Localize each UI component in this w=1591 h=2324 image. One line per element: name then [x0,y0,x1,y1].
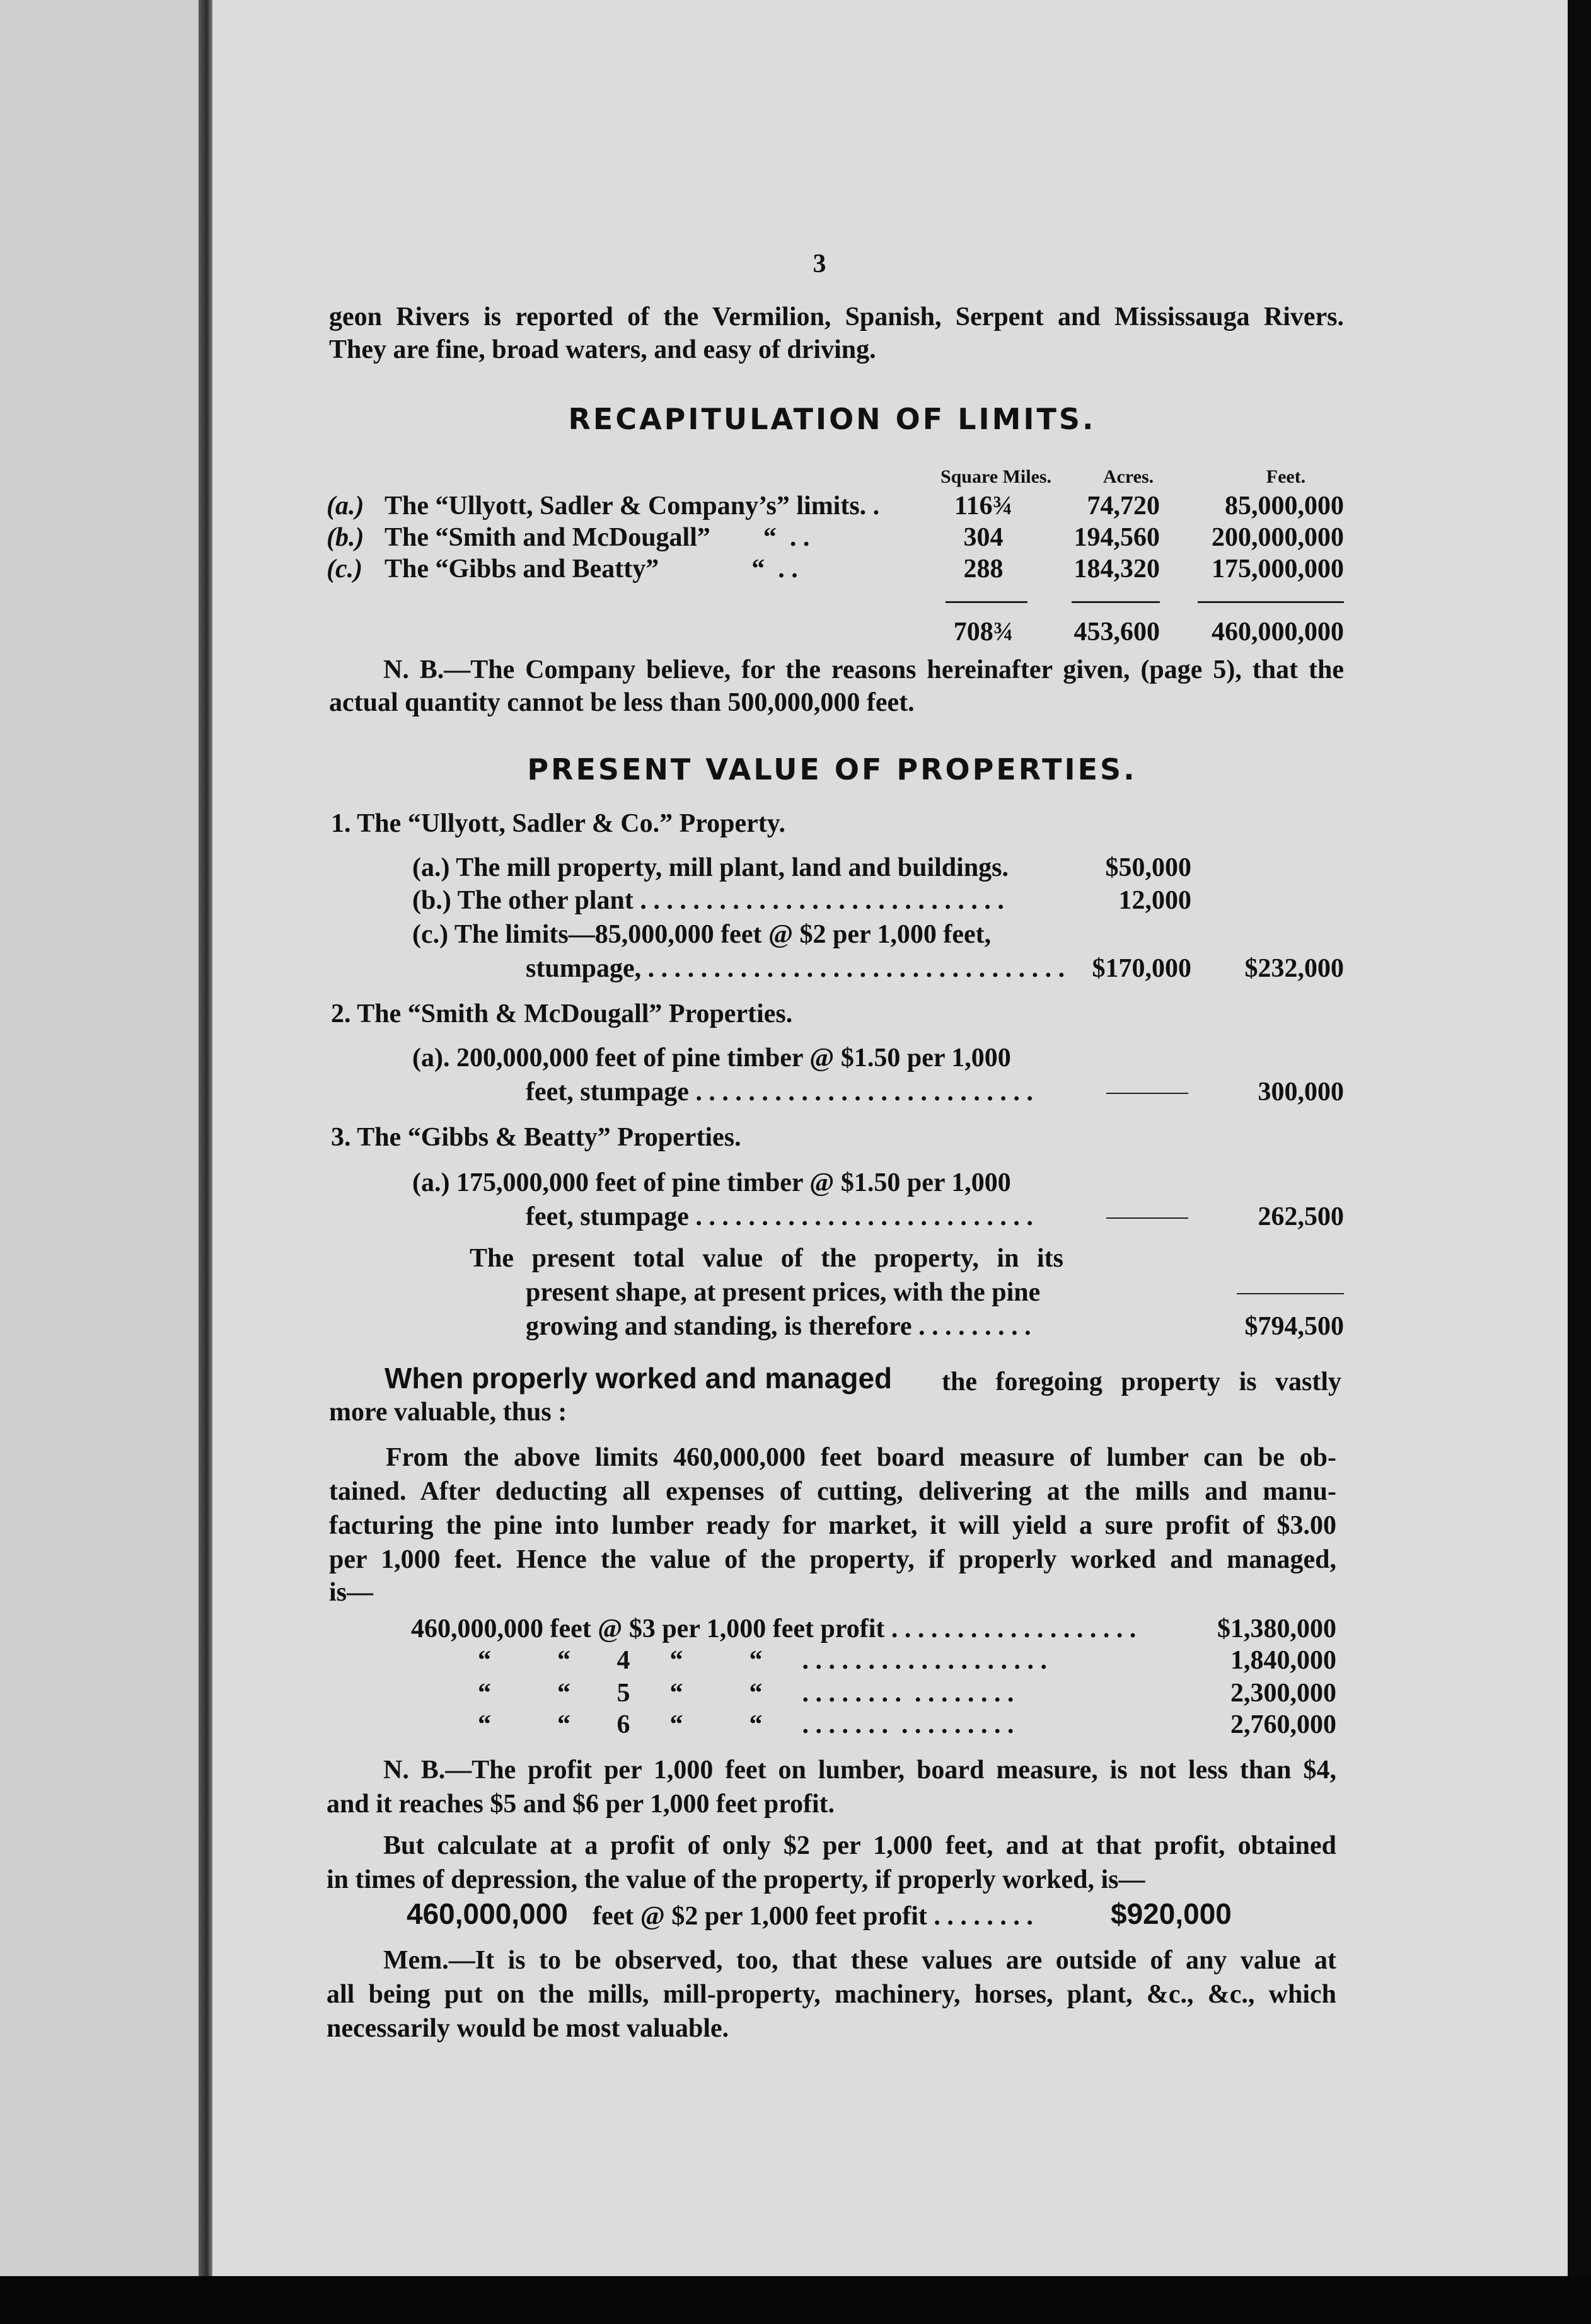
recap-row-sq: 288 [963,555,1004,584]
present-section-3-title: 3. The “Gibbs & Beatty” Properties. [331,1123,741,1152]
right-edge [1568,0,1591,2324]
recap-row-sq: 304 [963,523,1004,552]
profit-row-label: 460,000,000 feet @ $3 per 1,000 feet profit . . . . . . . . . . . . . . . . . . . [411,1614,1137,1643]
recap-nb-line-1: N. B.—The Company believe, for the reasons hereinafter given, (page 5), that the [383,655,1344,684]
worked-para-line-2: tained. After deducting all expenses of cutting, delivering at the mills and manu- [329,1477,1336,1506]
present-title: PRESENT VALUE OF PROPERTIES. [527,752,1137,786]
recap-total-rule-sq [946,601,1027,603]
worked-para-line-4: per 1,000 feet. Hence the value of the property, if properly worked and managed, [329,1545,1336,1574]
recap-header-feet: Feet. [1266,466,1306,487]
recap-row-name: The “Gibbs and Beatty” “ . . [385,555,798,584]
nb2-line-1: N. B.—The profit per 1,000 feet on lumber, board measure, is not less than $4, [383,1756,1336,1785]
bottom-edge [0,2276,1591,2324]
final-mid: feet @ $2 per 1,000 feet profit . . . . . . . . [593,1902,1033,1931]
present-s2-a-line-1: (a). 200,000,000 feet of pine timber @ $1.50 per 1,000 [412,1044,1011,1073]
present-s1-c-line-1: (c.) The limits—85,000,000 feet @ $2 per 1,000 feet, [412,920,992,949]
recap-row-acres: 74,720 [1087,492,1160,521]
recap-row-mark: (c.) [327,555,363,584]
left-page-margin [0,0,199,2276]
present-section-1-title: 1. The “Ullyott, Sadler & Co.” Property. [331,809,785,838]
present-s1-b-value: 12,000 [1118,886,1191,915]
present-summary-total: $794,500 [1244,1312,1344,1341]
profit-row-label: “ “ 6 “ “ . . . . . . . . . . . . . . . . [478,1710,1014,1739]
calc-line-1: But calculate at a profit of only $2 per 1,000 feet, and at that profit, obtained [383,1831,1336,1860]
worked-lead-line-2: more valuable, thus : [329,1398,567,1427]
recap-row-feet: 175,000,000 [1212,555,1344,584]
worked-para-line-1: From the above limits 460,000,000 feet board measure of lumber can be ob- [386,1443,1336,1472]
mem-line-3: necessarily would be most valuable. [327,2014,729,2043]
recap-row-sq: 116¾ [954,492,1013,521]
calc-line-2: in times of depression, the value of the property, if properly worked, is— [327,1865,1145,1894]
mem-line-1: Mem.—It is to be observed, too, that these values are outside of any value at [383,1946,1336,1975]
profit-row-value: $1,380,000 [1217,1614,1336,1643]
recap-nb-line-2: actual quantity cannot be less than 500,000,000 feet. [329,688,915,717]
worked-lead-rest: the foregoing property is vastly [942,1367,1341,1396]
recap-total-rule-acres [1072,601,1160,603]
recap-row-acres: 184,320 [1073,555,1160,584]
present-s1-a-value: $50,000 [1105,853,1191,882]
present-summary-line-1: The present total value of the property, in its [470,1244,1063,1273]
profit-row-label: “ “ 4 “ “ . . . . . . . . . . . . . . . . . . . [478,1646,1047,1675]
present-summary-line-3: growing and standing, is therefore . . . . . . . . . [526,1312,1031,1341]
profit-row-value: 1,840,000 [1230,1646,1336,1675]
present-s2-total: 300,000 [1258,1078,1344,1107]
recap-total-rule-feet [1198,601,1344,603]
recap-row-name: The “Ullyott, Sadler & Company’s” limits. . [385,492,880,521]
nb2-line-2: and it reaches $5 and $6 per 1,000 feet profit. [327,1790,835,1819]
page-number: 3 [813,250,826,279]
present-summary-dash [1237,1293,1344,1294]
recap-header-acres: Acres. [1102,466,1154,487]
worked-para-line-3: facturing the pine into lumber ready for market, it will yield a sure profit of $3.00 [329,1511,1336,1540]
present-s1-b: (b.) The other plant . . . . . . . . . . . . . . . . . . . . . . . . . . . . [412,886,1004,915]
present-s2-a-line-2: feet, stumpage . . . . . . . . . . . . . . . . . . . . . . . . . . [526,1078,1033,1107]
present-summary-line-2: present shape, at present prices, with the pine [526,1278,1041,1307]
intro-line-2: They are fine, broad waters, and easy of driving. [329,335,876,364]
profit-row-label: “ “ 5 “ “ . . . . . . . . . . . . . . . . [478,1679,1014,1708]
profit-row-value: 2,300,000 [1230,1679,1336,1708]
recap-total-sq: 708¾ [953,618,1014,647]
recap-row-mark: (b.) [327,523,364,552]
final-value: $920,000 [1111,1897,1232,1930]
intro-line-1: geon Rivers is reported of the Vermilion, Spanish, Serpent and Mississauga Rivers. [329,302,1344,331]
book-gutter [199,0,212,2276]
recap-row-feet: 200,000,000 [1212,523,1344,552]
recap-row-name: The “Smith and McDougall” “ . . [385,523,810,552]
present-s1-c-line-2: stumpage, . . . . . . . . . . . . . . . . . . . . . . . . . . . . . . . . [526,954,1065,983]
recap-header-square-miles: Square Miles. [940,466,1052,487]
recap-row-feet: 85,000,000 [1225,492,1344,521]
mem-line-2: all being put on the mills, mill-property, machinery, horses, plant, &c., &c., which [327,1980,1336,2009]
recap-title: RECAPITULATION OF LIMITS. [568,402,1096,436]
recap-row-acres: 194,560 [1073,523,1160,552]
present-section-2-title: 2. The “Smith & McDougall” Properties. [331,999,793,1028]
present-s1-total: $232,000 [1244,954,1344,983]
recap-total-feet: 460,000,000 [1212,618,1344,647]
final-feet: 460,000,000 [407,1897,568,1930]
present-s3-dash [1106,1217,1188,1219]
present-s1-a: (a.) The mill property, mill plant, land and buildings. [412,853,1009,882]
present-s3-total: 262,500 [1258,1202,1344,1231]
worked-lead-bold: When properly worked and managed [385,1362,893,1395]
recap-row-mark: (a.) [327,492,364,521]
present-s1-c-value: $170,000 [1092,954,1191,983]
worked-para-line-5: is— [329,1578,374,1607]
profit-row-value: 2,760,000 [1230,1710,1336,1739]
recap-total-acres: 453,600 [1073,618,1160,647]
present-s3-a-line-1: (a.) 175,000,000 feet of pine timber @ $1.50 per 1,000 [412,1168,1011,1197]
present-s3-a-line-2: feet, stumpage . . . . . . . . . . . . . . . . . . . . . . . . . . [526,1202,1033,1231]
present-s2-dash [1106,1093,1188,1094]
